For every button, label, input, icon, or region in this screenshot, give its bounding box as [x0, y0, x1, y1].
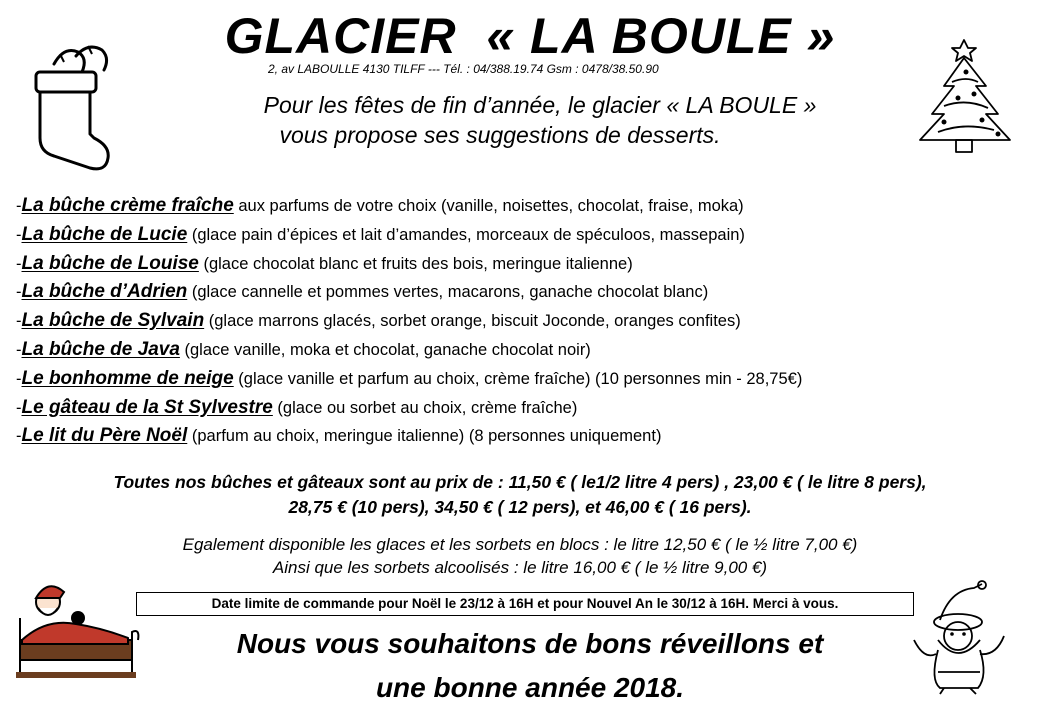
- list-item: [16, 422, 1040, 451]
- item-description: (glace marrons glacés, sorbet orange, biscuit Joconde, oranges confites): [204, 312, 741, 331]
- item-name: La bûche crème fraîche: [21, 195, 234, 216]
- bullet: -: [16, 398, 22, 417]
- bullet: -: [16, 283, 22, 302]
- item-name: La bûche de Lucie: [21, 223, 188, 245]
- item-description: (glace vanille, moka et chocolat, ganache chocolat noir): [179, 340, 591, 359]
- price-line-2: 28,75 € (10 pers), 34,50 € ( 12 pers), et 46,00 € ( 16 pers).: [288, 497, 752, 517]
- list-item: [16, 221, 1040, 250]
- bullet: -: [16, 197, 22, 215]
- intro-line-2: vous propose ses suggestions de desserts.: [279, 122, 721, 148]
- price-line-1: Toutes nos bûches et gâteaux sont au prix de : 11,50 € ( le1/2 litre 4 pers) , 23,00 € ( le litre 8 pers),: [113, 472, 927, 492]
- bullet: -: [16, 225, 22, 244]
- bullet: -: [16, 312, 22, 331]
- item-name: La bûche de Louise: [21, 252, 199, 274]
- item-description: aux parfums de votre choix (vanille, noisettes, chocolat, fraise, moka): [233, 197, 744, 215]
- item-name: La bûche de Java: [21, 338, 180, 360]
- block-ice-info: [0, 533, 1040, 579]
- bullet: -: [16, 369, 22, 388]
- season-greetings: [140, 622, 920, 710]
- list-item: [16, 250, 1040, 279]
- item-description: (glace pain d’épices et lait d’amandes, morceaux de spéculoos, massepain): [187, 225, 745, 244]
- item-description: (parfum au choix, meringue italienne) (8 personnes uniquement): [187, 427, 662, 446]
- list-item: [16, 365, 1040, 394]
- list-item: [16, 192, 1040, 221]
- address-line: 2, av LABOULLE 4130 TILFF --- Tél. : 04/388.19.74 Gsm : 0478/38.50.90: [268, 62, 659, 76]
- list-item: [16, 394, 1040, 423]
- greeting-line-2: une bonne année 2018.: [375, 672, 685, 703]
- item-description: (glace vanille et parfum au choix, crème fraîche) (10 personnes min - 28,75€): [233, 369, 803, 388]
- block-ice-line-2: Ainsi que les sorbets alcoolisés : le litre 16,00 € ( le ½ litre 9,00 €): [272, 558, 768, 577]
- item-name: La bûche d’Adrien: [21, 281, 188, 303]
- page-title: GLACIER « LA BOULE »: [224, 8, 836, 64]
- intro-line-1: Pour les fêtes de fin d’année, le glacier « LA BOULE »: [263, 92, 817, 118]
- list-item: [16, 278, 1040, 307]
- item-description: (glace ou sorbet au choix, crème fraîche): [272, 398, 578, 417]
- item-description: (glace chocolat blanc et fruits des bois, meringue italienne): [198, 254, 633, 273]
- item-name: Le bonhomme de neige: [21, 367, 234, 389]
- list-item: [16, 336, 1040, 365]
- greeting-line-1: Nous vous souhaitons de bons réveillons et: [236, 628, 824, 659]
- item-description: (glace cannelle et pommes vertes, macarons, ganache chocolat blanc): [187, 283, 709, 302]
- list-item: [16, 307, 1040, 336]
- intro-text: [160, 90, 860, 150]
- price-info: [0, 470, 1040, 520]
- bullet: -: [16, 254, 22, 273]
- santa-in-bed-icon: [6, 578, 142, 682]
- item-name: La bûche de Sylvain: [21, 310, 205, 332]
- item-name: Le gâteau de la St Sylvestre: [21, 396, 273, 418]
- bullet: -: [16, 340, 22, 359]
- order-deadline-box: Date limite de commande pour Noël le 23/12 à 16H et pour Nouvel An le 30/12 à 16H. Merci à vous.: [136, 592, 914, 616]
- bullet: -: [16, 427, 22, 446]
- item-name: Le lit du Père Noël: [21, 425, 188, 447]
- dessert-list: [16, 192, 1040, 451]
- block-ice-line-1: Egalement disponible les glaces et les sorbets en blocs : le litre 12,50 € ( le ½ litre 7,00 €): [182, 535, 858, 554]
